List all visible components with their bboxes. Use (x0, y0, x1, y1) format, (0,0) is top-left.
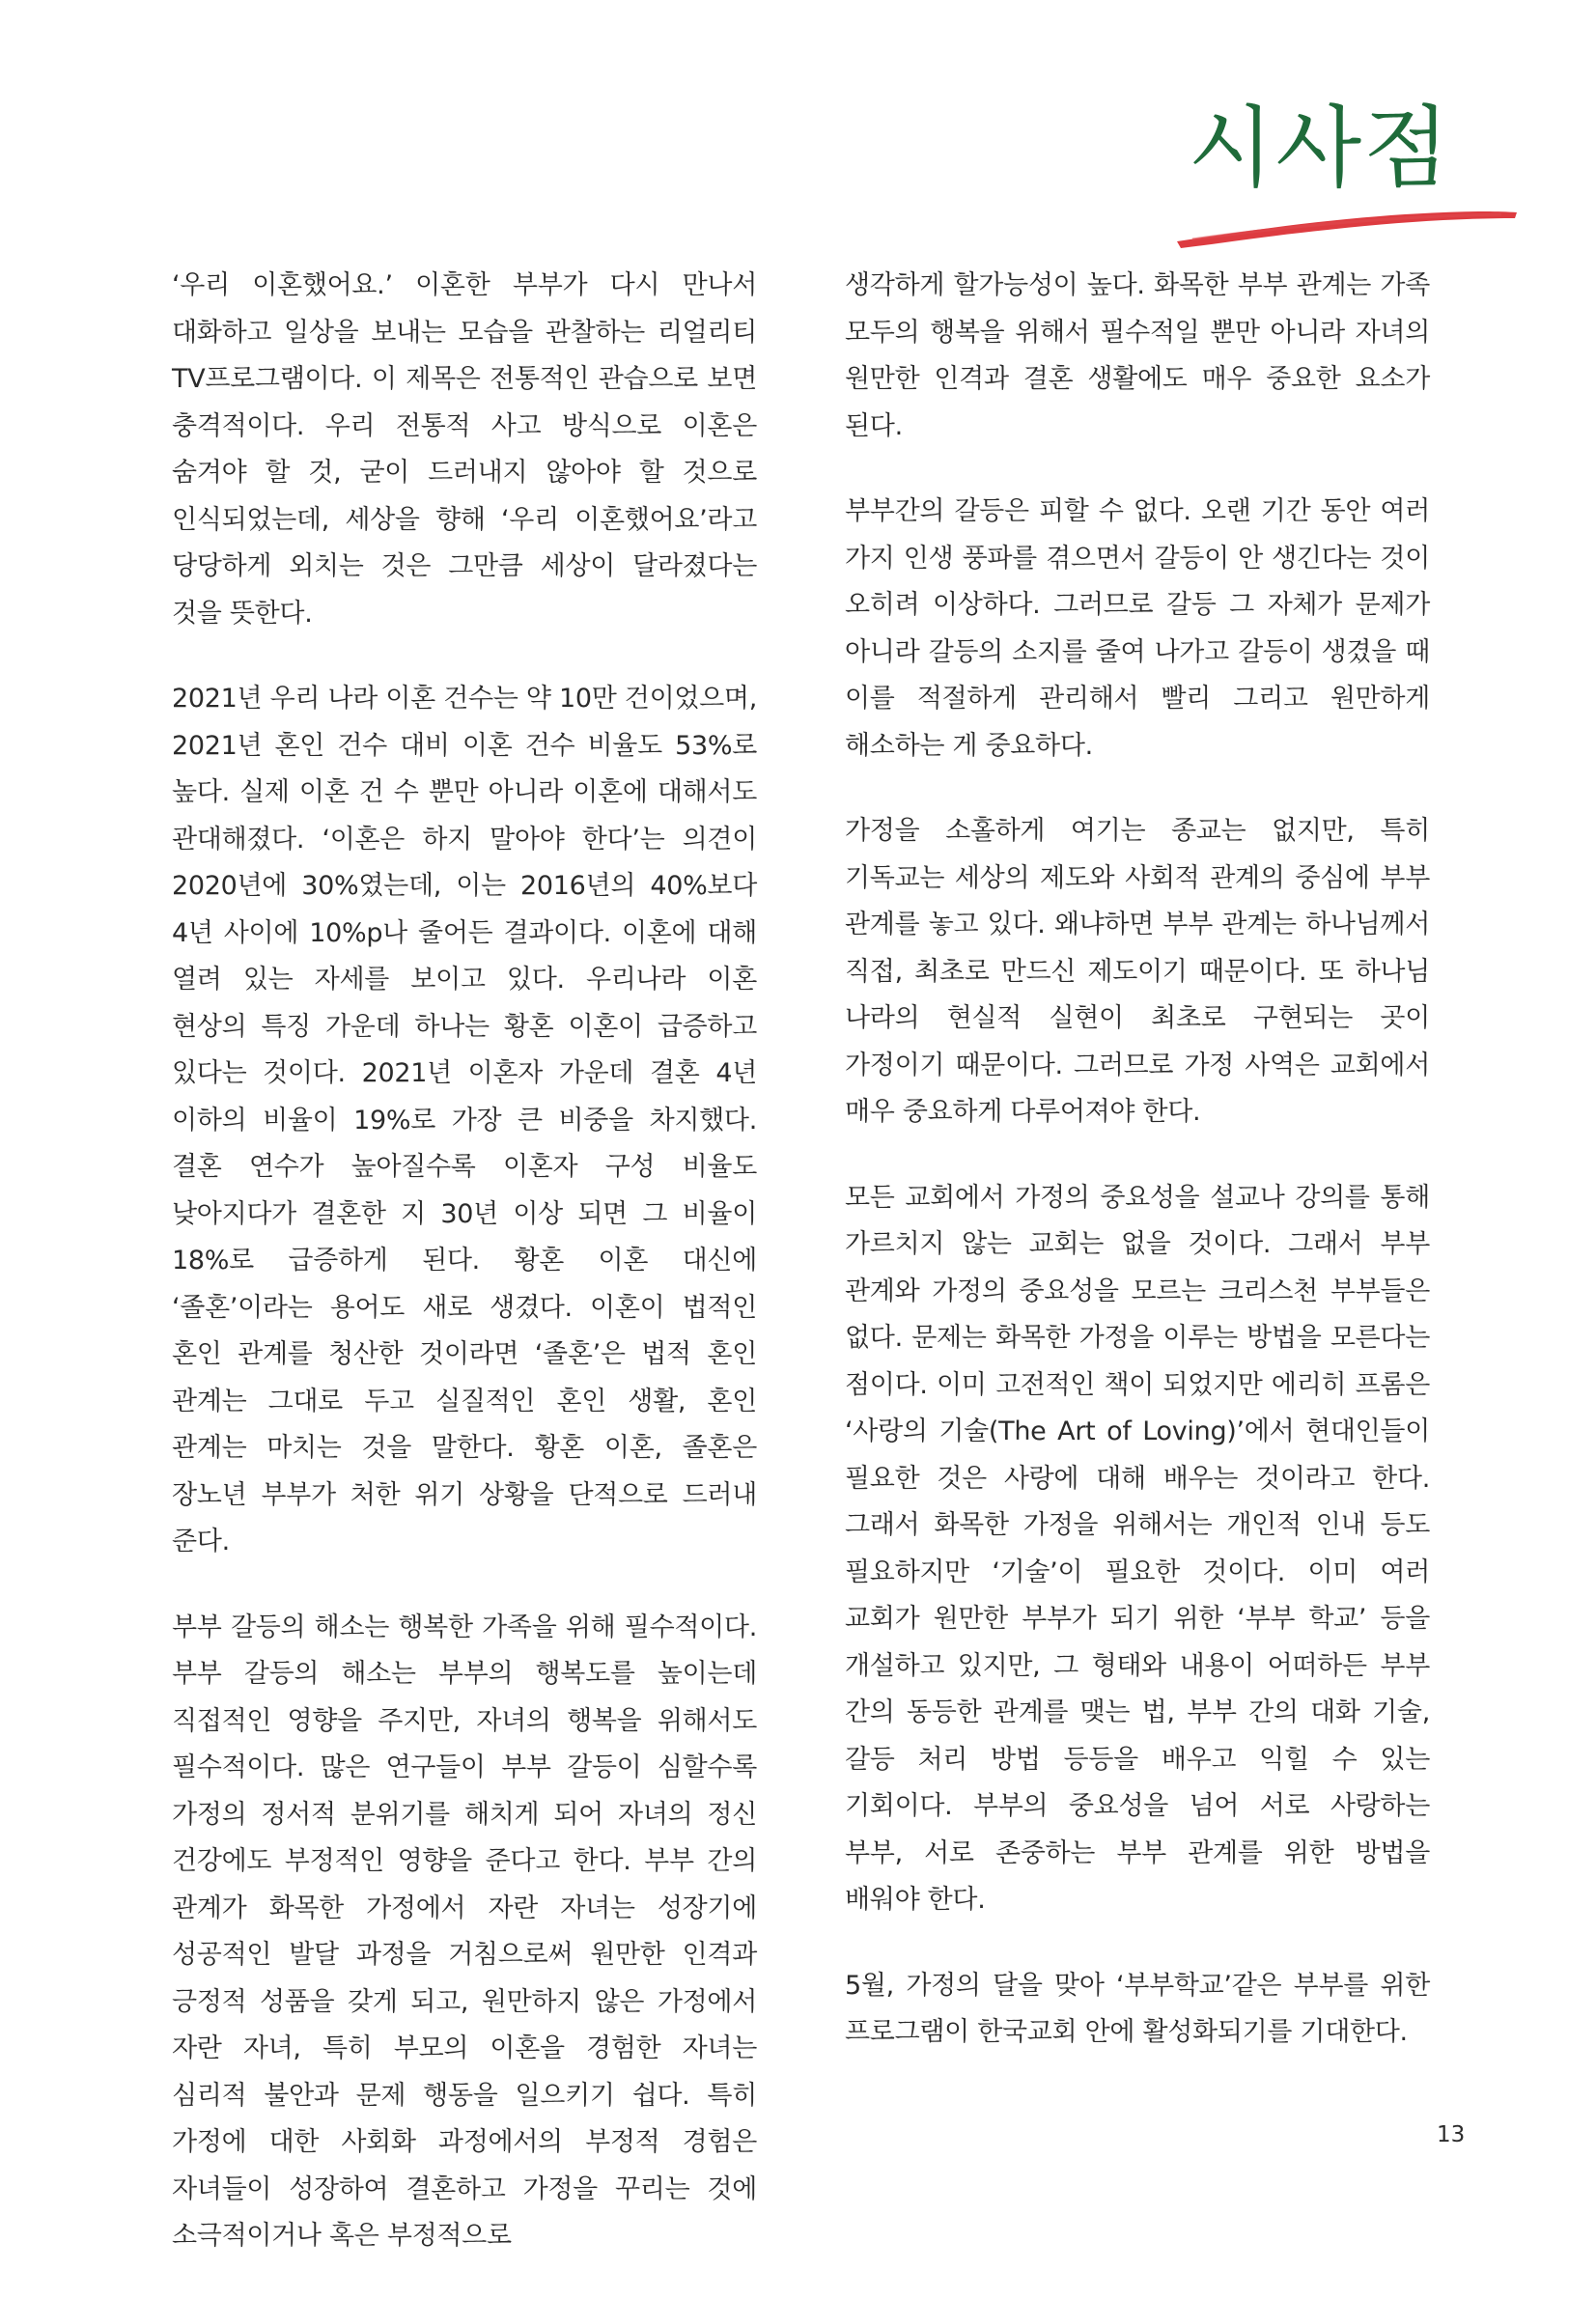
body-paragraph: 생각하게 할가능성이 높다. 화목한 부부 관계는 가족 모두의 행복을 위해서 필수적일 뿐만 아니라 자녀의 원만한 인격과 결혼 생활에도 매우 중요한 요소가 된다. (845, 270, 1430, 441)
section-title: 시사점 (1188, 97, 1451, 200)
body-paragraph: 부부간의 갈등은 피할 수 없다. 오랜 기간 동안 여러 가지 인생 풍파를 겪으면서 갈등이 안 생긴다는 것이 오히려 이상하다. 그러므로 갈등 그 자체가 문제가 아니라 갈등의 소지를 줄여 나가고 갈등이 생겼을 때 이를 적절하게 관리해서 빨리 그리고 원만하게 해소하는 게 중요하다. (845, 496, 1430, 761)
body-paragraph: 가정을 소홀하게 여기는 종교는 없지만, 특히 기독교는 세상의 제도와 사회적 관계의 중심에 부부 관계를 놓고 있다. 왜냐하면 부부 관계는 하나님께서 직접, 최초로 만드신 제도이기 때문이다. 또 하나님 나라의 현실적 실현이 최초로 구현되는 곳이 가정이기 때문이다. 그러므로 가정 사역은 교회에서 매우 중요하게 다루어져야 한다. (845, 816, 1430, 1127)
red-brush-stroke (1173, 203, 1521, 251)
body-paragraph: 5월, 가정의 달을 맞아 ‘부부학교’같은 부부를 위한 프로그램이 한국교회 안에 활성화되기를 기대한다. (845, 1970, 1430, 2047)
left-column (172, 263, 757, 2299)
right-column (845, 263, 1430, 2095)
body-paragraph: ‘우리 이혼했어요.’ 이혼한 부부가 다시 만나서 대화하고 일상을 보내는 모습을 관찰하는 리얼리티 TV프로그램이다. 이 제목은 전통적인 관습으로 보면 충격적이다. 우리 전통적 사고 방식으로 이혼은 숨겨야 할 것, 굳이 드러내지 않아야 할 것으로 인식되었는데, 세상을 향해 ‘우리 이혼했어요’라고 당당하게 외치는 것은 그만큼 세상이 달라졌다는 것을 뜻한다. (172, 270, 757, 629)
page-number: 13 (1437, 2122, 1466, 2147)
body-paragraph: 부부 갈등의 해소는 행복한 가족을 위해 필수적이다. 부부 갈등의 해소는 부부의 행복도를 높이는데 직접적인 영향을 주지만, 자녀의 행복을 위해서도 필수적이다. 많은 연구들이 부부 갈등이 심할수록 가정의 정서적 분위기를 해치게 되어 자녀의 정신 건강에도 부정적인 영향을 준다고 한다. 부부 간의 관계가 화목한 가정에서 자란 자녀는 성장기에 성공적인 발달 과정을 거침으로써 원만한 인격과 긍정적 성품을 갖게 되고, 원만하지 않은 가정에서 자란 자녀, 특히 부모의 이혼을 경험한 자녀는 심리적 불안과 문제 행동을 일으키기 쉽다. 특히 가정에 대한 사회화 과정에서의 부정적 경험은 자녀들이 성장하여 결혼하고 가정을 꾸리는 것에 소극적이거나 혹은 부정적으로 (172, 1612, 757, 2251)
body-paragraph: 2021년 우리 나라 이혼 건수는 약 10만 건이었으며, 2021년 혼인 건수 대비 이혼 건수 비율도 53%로 높다. 실제 이혼 건 수 뿐만 아니라 이혼에 대해서도 관대해졌다. ‘이혼은 하지 말아야 한다’는 의견이 2020년에 30%였는데, 이는 2016년의 40%보다 4년 사이에 10%p나 줄어든 결과이다. 이혼에 대해 열려 있는 자세를 보이고 있다. 우리나라 이혼 현상의 특징 가운데 하나는 황혼 이혼이 급증하고 있다는 것이다. 2021년 이혼자 가운데 결혼 4년 이하의 비율이 19%로 가장 큰 비중을 차지했다. 결혼 연수가 높아질수록 이혼자 구성 비율도 낮아지다가 결혼한 지 30년 이상 되면 그 비율이 18%로 급증하게 된다. 황혼 이혼 대신에 ‘졸혼’이라는 용어도 새로 생겼다. 이혼이 법적인 혼인 관계를 청산한 것이라면 ‘졸혼’은 법적 혼인 관계는 그대로 두고 실질적인 혼인 생활, 혼인 관계는 마치는 것을 말한다. 황혼 이혼, 졸혼은 장노년 부부가 처한 위기 상황을 단적으로 드러내 준다. (172, 684, 757, 1556)
body-paragraph: 모든 교회에서 가정의 중요성을 설교나 강의를 통해 가르치지 않는 교회는 없을 것이다. 그래서 부부 관계와 가정의 중요성을 모르는 크리스천 부부들은 없다. 문제는 화목한 가정을 이루는 방법을 모른다는 점이다. 이미 고전적인 책이 되었지만 에리히 프롬은 ‘사랑의 기술(The Art of Loving)’에서 현대인들이 필요한 것은 사랑에 대해 배우는 것이라고 한다. 그래서 화목한 가정을 위해서는 개인적 인내 등도 필요하지만 ‘기술’이 필요한 것이다. 이미 여러 교회가 원만한 부부가 되기 위한 ‘부부 학교’ 등을 개설하고 있지만, 그 형태와 내용이 어떠하든 부부 간의 동등한 관계를 맺는 법, 부부 간의 대화 기술, 갈등 처리 방법 등등을 배우고 익힐 수 있는 기회이다. 부부의 중요성을 넘어 서로 사랑하는 부부, 서로 존중하는 부부 관계를 위한 방법을 배워야 한다. (845, 1182, 1430, 1915)
